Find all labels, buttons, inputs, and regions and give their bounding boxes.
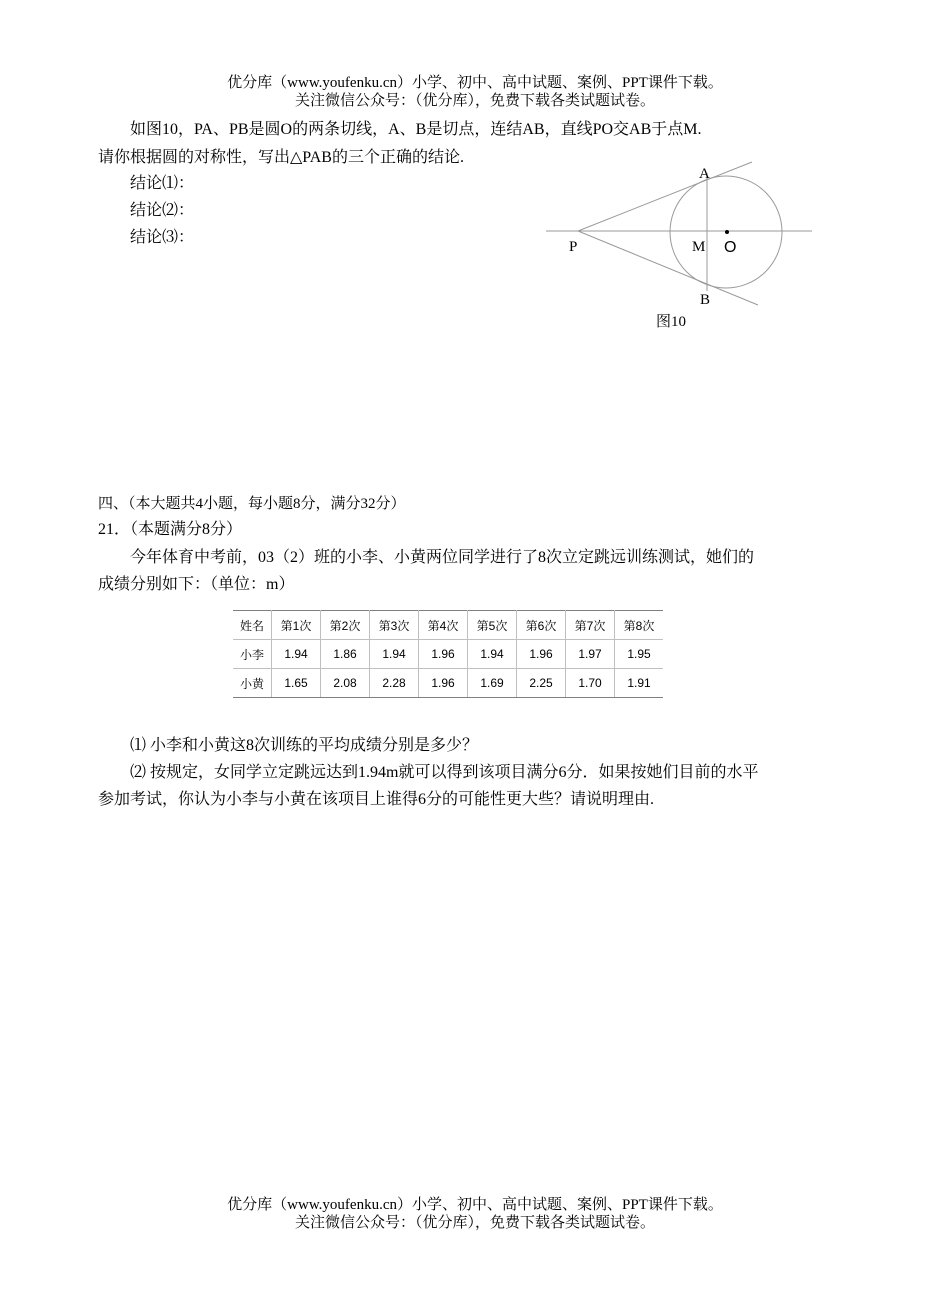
q20-text-line-1: 如图10，PA、PB是圆O的两条切线，A、B是切点，连结AB，直线PO交AB于点M. [130, 121, 702, 138]
label-p: P [569, 239, 578, 255]
q21-number: 21．（本题满分8分） [98, 521, 243, 538]
table-cell: 1.91 [615, 669, 664, 698]
q20-conclusion-3: 结论⑶： [130, 229, 195, 246]
table-cell: 1.97 [566, 640, 615, 669]
q21-intro-line-2: 成绩分别如下：（单位：m） [98, 576, 295, 593]
section-4-title: 四、（本大题共4小题，每小题8分，满分32分） [98, 496, 406, 512]
table-cell: 小黄 [233, 669, 272, 698]
table-cell: 2.28 [370, 669, 419, 698]
table-header-cell: 第6次 [517, 611, 566, 640]
label-o: O [724, 239, 737, 256]
table-header-cell: 第7次 [566, 611, 615, 640]
table-header-cell: 第3次 [370, 611, 419, 640]
label-m: M [692, 239, 706, 255]
header-line-2: 关注微信公众号：（优分库），免费下载各类试题试卷。 [294, 93, 655, 109]
table-row [233, 669, 663, 698]
table-cell: 1.96 [419, 669, 468, 698]
q21-sub-question-2-line-1: ⑵ 按规定，女同学立定跳远达到1.94m就可以得到该项目满分6分．如果按她们目前的水平 [130, 764, 759, 781]
header-line-1: 优分库（www.youfenku.cn）小学、初中、高中试题、案例、PPT课件下载。 [227, 75, 723, 91]
label-b: B [700, 292, 711, 308]
table-cell: 1.94 [468, 640, 517, 669]
label-a: A [699, 166, 710, 182]
table-header-row [233, 611, 663, 640]
table-header-cell: 第2次 [321, 611, 370, 640]
table-row [233, 640, 663, 669]
center-point-o [725, 230, 729, 234]
q21-intro-line-1: 今年体育中考前，03（2）班的小李、小黄两位同学进行了8次立定跳远训练测试，她们的 [130, 549, 755, 566]
table-cell: 1.65 [272, 669, 321, 698]
q21-sub-question-1: ⑴ 小李和小黄这8次训练的平均成绩分别是多少？ [130, 737, 479, 754]
table-cell: 2.25 [517, 669, 566, 698]
table-header-cell: 姓名 [233, 611, 272, 640]
table-header-cell: 第8次 [615, 611, 664, 640]
q21-sub-question-2-line-2: 参加考试，你认为小李与小黄在该项目上谁得6分的可能性更大些？请说明理由. [98, 791, 655, 808]
table-header-cell: 第1次 [272, 611, 321, 640]
figure-10-tangent-diagram [540, 155, 830, 335]
table-header-cell: 第5次 [468, 611, 517, 640]
table-cell: 小李 [233, 640, 272, 669]
scores-table [233, 610, 663, 698]
table-cell: 1.94 [370, 640, 419, 669]
tangent-line-pa [578, 162, 752, 231]
table-cell: 1.70 [566, 669, 615, 698]
table-cell: 1.95 [615, 640, 664, 669]
q20-conclusion-1: 结论⑴： [130, 175, 195, 192]
footer-line-2: 关注微信公众号：（优分库），免费下载各类试题试卷。 [294, 1215, 655, 1231]
table-cell: 1.86 [321, 640, 370, 669]
footer-line-1: 优分库（www.youfenku.cn）小学、初中、高中试题、案例、PPT课件下载。 [227, 1197, 723, 1213]
table-cell: 1.96 [517, 640, 566, 669]
q20-conclusion-2: 结论⑵： [130, 202, 195, 219]
table-header-cell: 第4次 [419, 611, 468, 640]
table-cell: 1.96 [419, 640, 468, 669]
q20-text-line-2: 请你根据圆的对称性，写出△PAB的三个正确的结论. [98, 149, 464, 166]
table-cell: 1.69 [468, 669, 517, 698]
table-cell: 1.94 [272, 640, 321, 669]
figure-caption: 图10 [656, 314, 687, 330]
table-cell: 2.08 [321, 669, 370, 698]
